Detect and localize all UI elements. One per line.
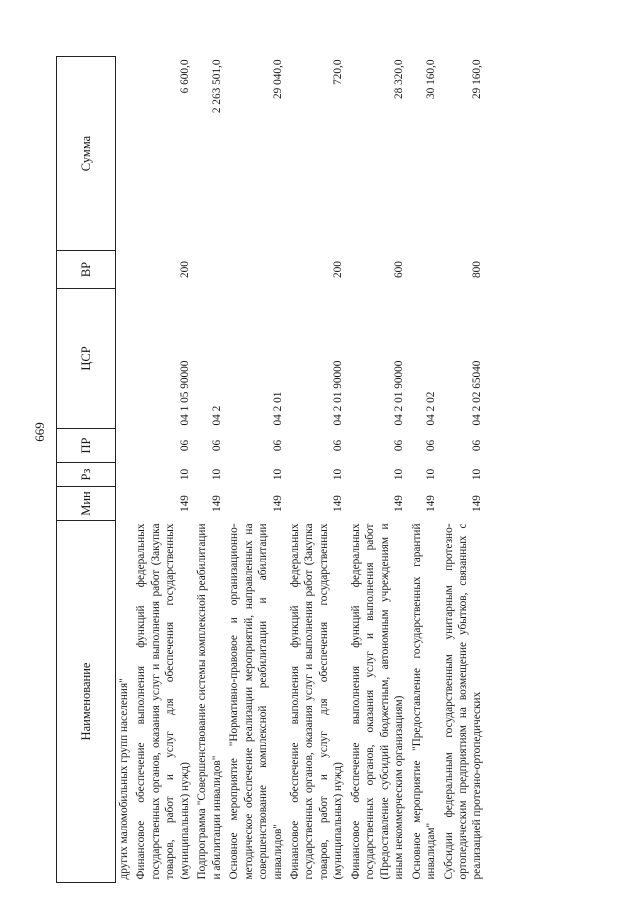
row-rz: 10 xyxy=(471,468,484,481)
row-min: 149 xyxy=(425,495,438,512)
row-name: Подпрограмма "Совершенствование системы комплексной реабилитации и абилитации инвалидов" xyxy=(196,523,223,880)
row-csr: 04 2 xyxy=(210,405,223,426)
row-min: 149 xyxy=(471,495,484,512)
row-vr: 600 xyxy=(393,261,406,278)
header-csr: ЦСР xyxy=(57,289,116,429)
row-rz: 10 xyxy=(332,468,345,481)
page-number: 669 xyxy=(32,422,47,442)
row-name: Финансовое обеспечение выполнения функций федеральных государственных органов, оказания услуг и выполнения работ (Закупка товаров, работ и услуг для обеспечения государственных (муниципальных) нужд) xyxy=(135,523,191,880)
row-min: 149 xyxy=(393,495,406,512)
header-sum: Сумма xyxy=(57,57,116,251)
row-sum: 29 160,0 xyxy=(471,59,484,100)
row-rz: 10 xyxy=(425,468,438,481)
budget-table-page xyxy=(56,57,590,883)
table-row xyxy=(441,57,487,883)
table-row xyxy=(133,57,194,883)
table-row xyxy=(226,57,287,883)
row-vr xyxy=(226,251,287,289)
row-name: Основное мероприятие "Нормативно-правовое и организационно-методическое обеспечение реализации мероприятий, направленных на совершенствование комплексной реабилитации и абилитации инвалидов" xyxy=(228,523,284,880)
header-pr: ПР xyxy=(57,429,116,463)
continuation-text: других маломобильных групп населения" xyxy=(118,678,130,880)
row-rz: 10 xyxy=(178,468,191,481)
table-row xyxy=(348,57,409,883)
row-rz: 10 xyxy=(210,468,223,481)
row-pr: 06 xyxy=(332,439,345,452)
row-rz: 10 xyxy=(271,468,284,481)
row-csr: 04 2 02 xyxy=(425,391,438,426)
row-rz: 10 xyxy=(393,468,406,481)
row-min: 149 xyxy=(210,495,223,512)
row-min: 149 xyxy=(271,495,284,512)
row-csr: 04 2 01 90000 xyxy=(393,360,406,426)
row-vr: 800 xyxy=(471,261,484,278)
row-csr: 04 2 01 90000 xyxy=(332,360,345,426)
row-pr: 06 xyxy=(178,439,191,452)
row-name: Финансовое обеспечение выполнения функций федеральных государственных органов, оказания услуг и выполнения работ (Предоставление субсидий бюджетным, автономным учреждениям и иным некоммерческим организациям) xyxy=(349,523,406,880)
row-pr: 06 xyxy=(471,439,484,452)
row-sum: 28 320,0 xyxy=(393,59,406,100)
continuation-row xyxy=(116,57,134,883)
row-pr: 06 xyxy=(210,439,223,452)
table-row xyxy=(287,57,348,883)
row-pr: 06 xyxy=(425,439,438,452)
row-sum: 6 600,0 xyxy=(178,59,191,94)
row-vr: 200 xyxy=(332,261,345,278)
budget-table xyxy=(56,56,487,883)
row-sum: 720,0 xyxy=(332,59,345,85)
header-min: Мин xyxy=(57,487,116,521)
table-header-row xyxy=(57,57,116,883)
header-rz: Рз xyxy=(57,463,116,487)
row-csr: 04 2 01 xyxy=(271,391,284,426)
row-min: 149 xyxy=(332,495,345,512)
header-vr: ВР xyxy=(57,251,116,289)
row-csr: 04 1 05 90000 xyxy=(178,360,191,426)
row-name: Финансовое обеспечение выполнения функций федеральных государственных органов, оказания услуг и выполнения работ (Закупка товаров, работ и услуг для обеспечения государственных (муниципальных) нужд) xyxy=(288,523,345,880)
row-name: Субсидии федеральным государственным унитарным протезно-ортопедическим предприятиям на возмещение убытков, связанных с реализацией протезно-ортопедических xyxy=(442,523,484,880)
row-pr: 06 xyxy=(393,439,406,452)
row-vr xyxy=(194,251,226,289)
row-sum: 29 040,0 xyxy=(271,59,284,100)
row-sum: 2 263 501,0 xyxy=(210,59,223,114)
row-min: 149 xyxy=(178,495,191,512)
row-sum: 30 160,0 xyxy=(425,59,438,100)
header-name: Наименование xyxy=(57,521,116,883)
row-pr: 06 xyxy=(271,439,284,452)
row-vr xyxy=(409,251,441,289)
row-vr: 200 xyxy=(178,261,191,278)
table-row xyxy=(194,57,226,883)
row-csr: 04 2 02 65040 xyxy=(471,360,484,426)
row-name: Основное мероприятие "Предоставление государственных гарантий инвалидам" xyxy=(410,523,438,880)
table-row xyxy=(409,57,441,883)
